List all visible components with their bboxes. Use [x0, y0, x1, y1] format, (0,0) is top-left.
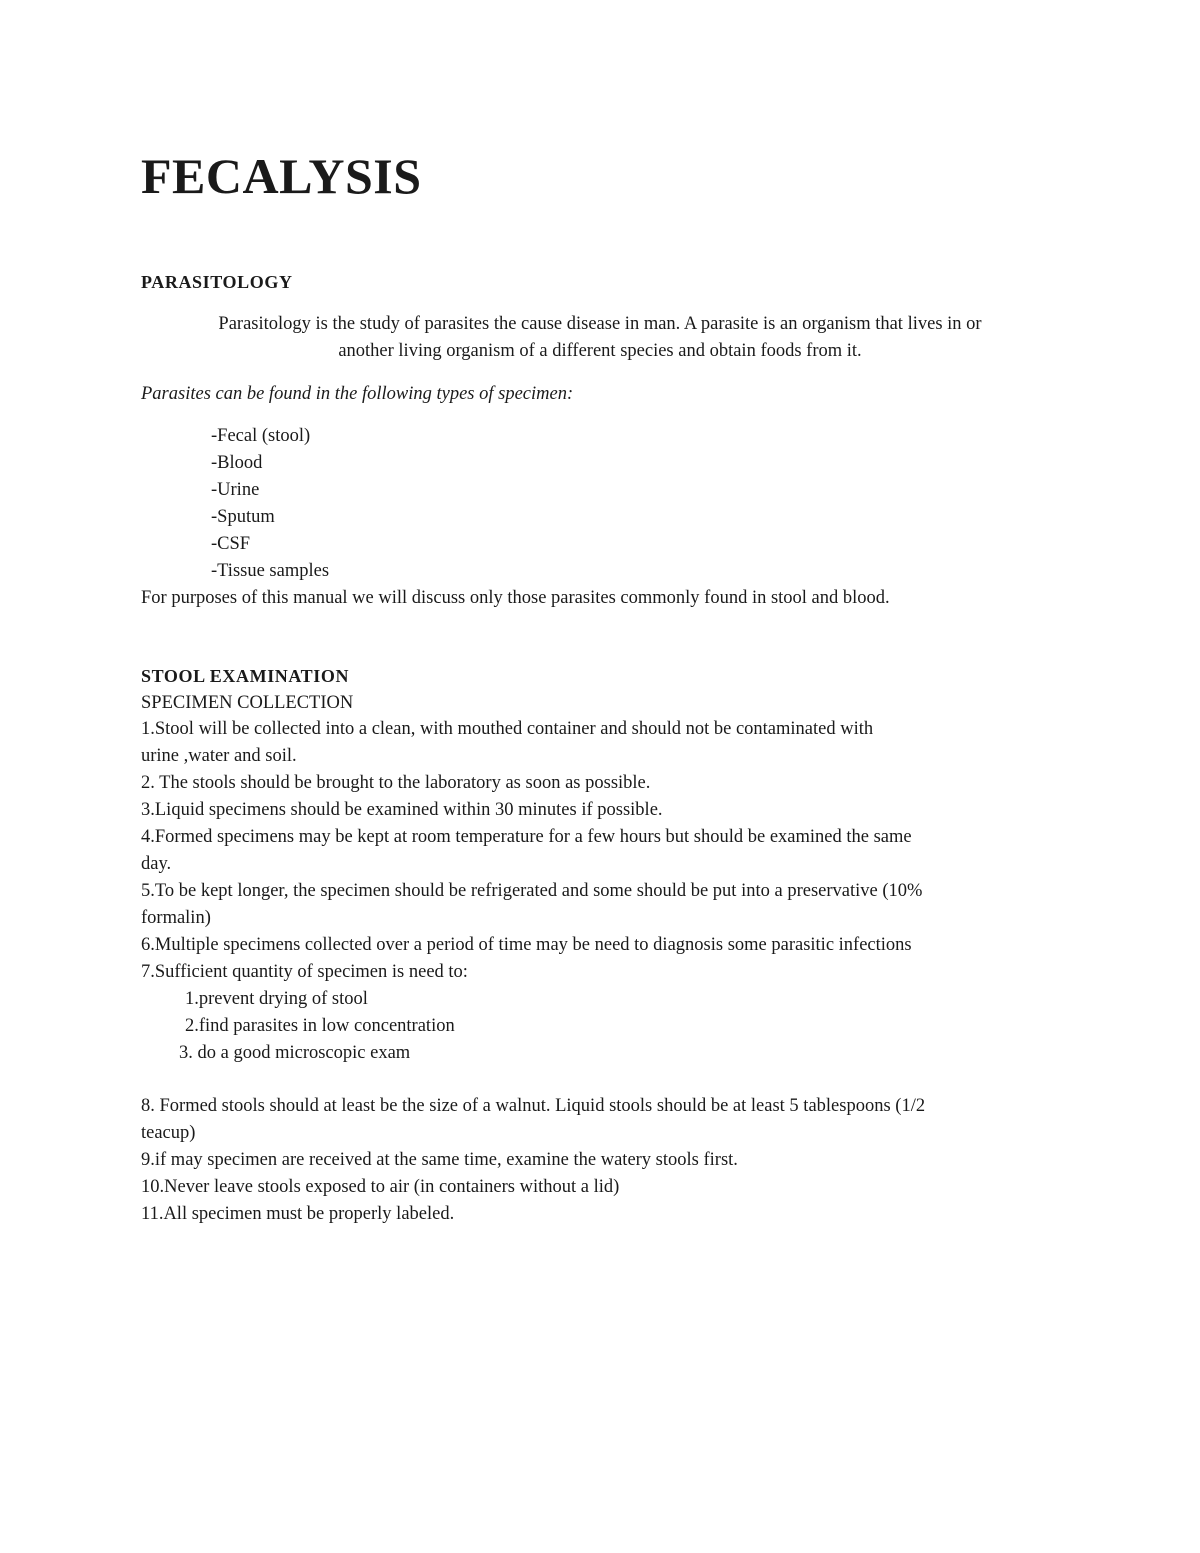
stool-examination-heading: STOOL EXAMINATION — [141, 666, 350, 686]
parasitology-heading: PARASITOLOGY — [141, 272, 293, 292]
collection-item-10: 10.Never leave stools exposed to air (in containers without a lid) — [141, 1177, 620, 1197]
collection-item-8-line-1: 8. Formed stools should at least be the size of a walnut. Liquid stools should be at least 5 tablespoons (1/2 — [141, 1096, 926, 1116]
collection-item-5-line-1: 5.To be kept longer, the specimen should be refrigerated and some should be put into a preservative (10% — [141, 881, 923, 901]
collection-item-6: 6.Multiple specimens collected over a period of time may be need to diagnosis some parasitic infections — [141, 935, 912, 955]
collection-item-2: 2. The stools should be brought to the laboratory as soon as possible. — [141, 773, 651, 793]
parasitology-intro-line-2: another living organism of a different species and obtain foods from it. — [338, 341, 862, 361]
specimen-collection-subheading: SPECIMEN COLLECTION — [141, 693, 354, 713]
collection-item-9: 9.if may specimen are received at the same time, examine the watery stools first. — [141, 1150, 738, 1170]
collection-item-7-subitem: 2.find parasites in low concentration — [185, 1016, 455, 1036]
specimen-type-item: -Urine — [211, 480, 260, 500]
document-title: FECALYSIS — [141, 148, 422, 204]
collection-item-5-line-2: formalin) — [141, 908, 211, 928]
specimen-type-item: -Tissue samples — [211, 561, 330, 581]
collection-item-7-subitem: 3. do a good microscopic exam — [179, 1043, 411, 1063]
specimen-type-item: -Sputum — [211, 507, 275, 527]
collection-item-1-line-1: 1.Stool will be collected into a clean, with mouthed container and should not be contaminated with — [141, 719, 874, 739]
collection-item-3: 3.Liquid specimens should be examined within 30 minutes if possible. — [141, 800, 663, 820]
collection-item-7: 7.Sufficient quantity of specimen is need to: — [141, 962, 468, 982]
specimen-type-item: -Fecal (stool) — [211, 426, 311, 446]
collection-item-11: 11.All specimen must be properly labeled. — [141, 1204, 455, 1224]
collection-item-4-line-2: day. — [141, 854, 172, 874]
parasitology-intro-line-1: Parasitology is the study of parasites the cause disease in man. A parasite is an organism that lives in or — [218, 314, 982, 334]
collection-item-8-line-2: teacup) — [141, 1123, 196, 1143]
collection-item-1-line-2: urine ,water and soil. — [141, 746, 297, 766]
specimen-types-intro: Parasites can be found in the following types of specimen: — [141, 384, 574, 404]
collection-item-7-subitem: 1.prevent drying of stool — [185, 989, 368, 1009]
manual-scope-note: For purposes of this manual we will discuss only those parasites commonly found in stool and blood. — [141, 588, 890, 608]
specimen-type-item: -CSF — [211, 534, 251, 554]
collection-item-4-line-1: 4.Formed specimens may be kept at room temperature for a few hours but should be examined the same — [141, 827, 912, 847]
specimen-type-item: -Blood — [211, 453, 263, 473]
